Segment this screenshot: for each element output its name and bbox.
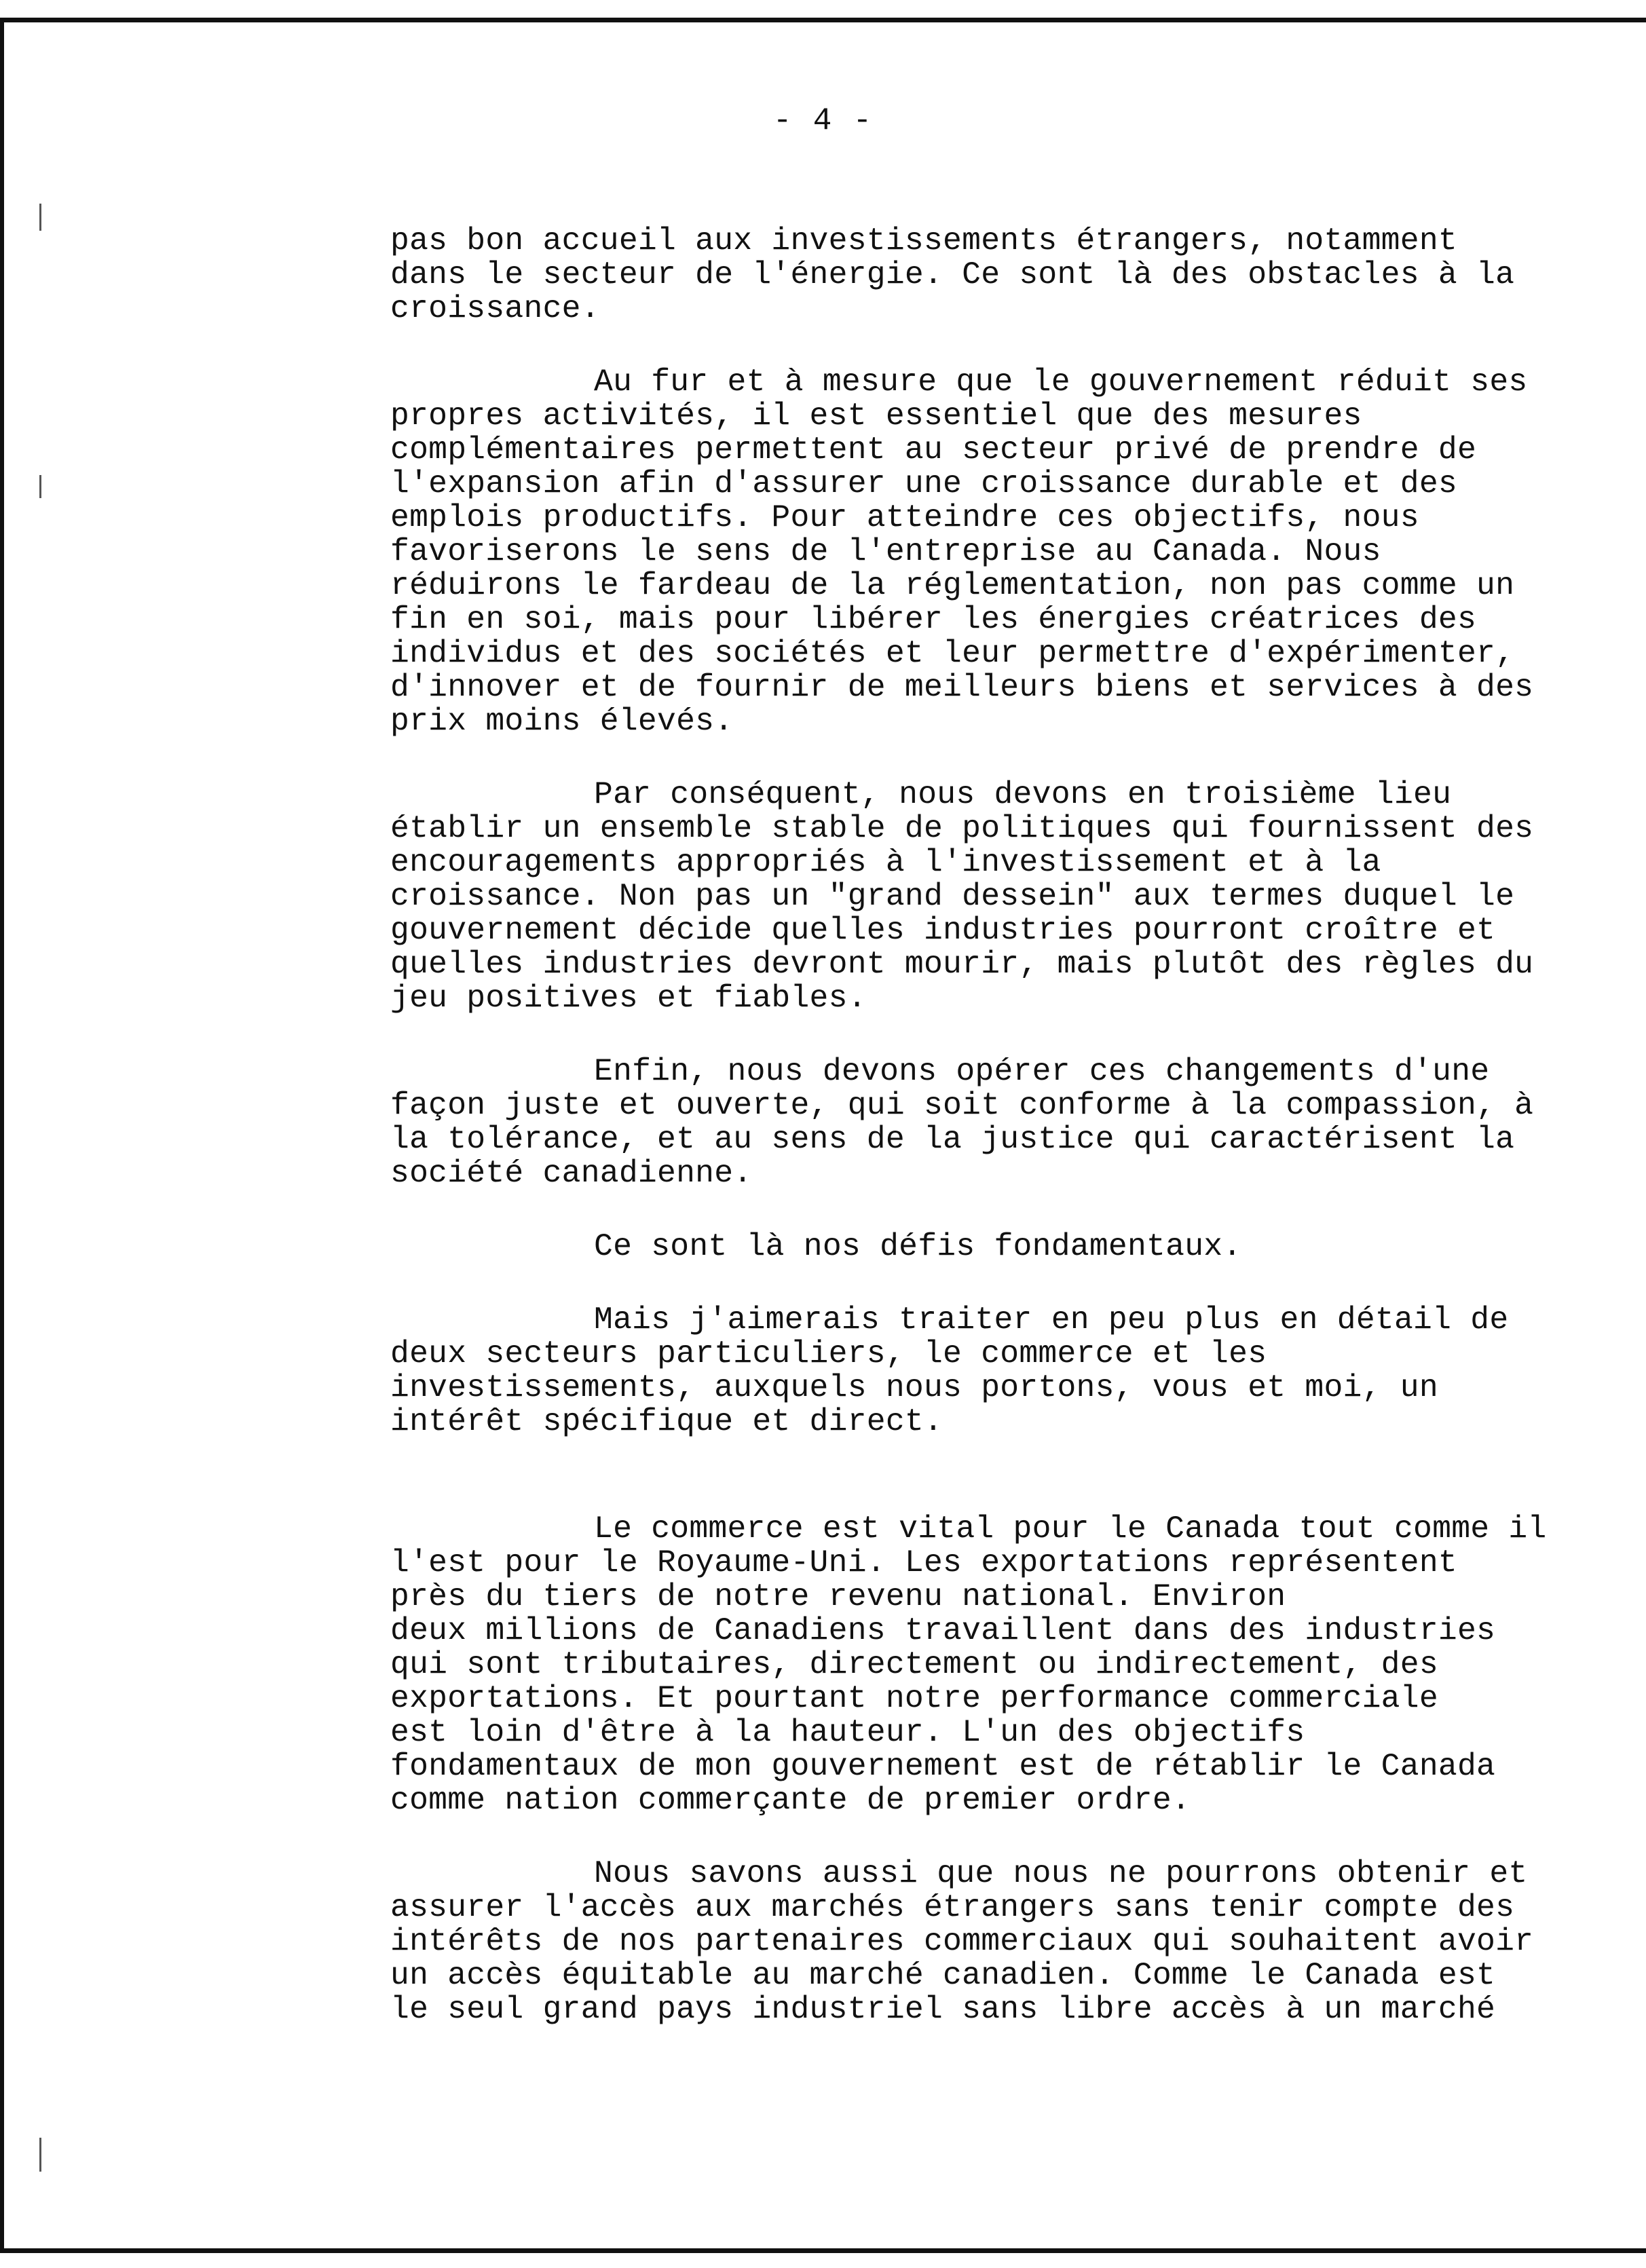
paragraph-trade-investment-intro: Mais j'aimerais traiter en peu plus en détail de deux secteurs particuliers, le commerce et les investissements, auxquels nous portons, vous et moi, un intérêt spécifique et direct.	[390, 1302, 1509, 1439]
paragraph-continuation: pas bon accueil aux investissements étrangers, notamment dans le secteur de l'énergie. Ce sont là des obstacles à la croissance.	[390, 223, 1515, 326]
paragraph-fairness: Enfin, nous devons opérer ces changements d'une façon juste et ouverte, qui soit conforme à la compassion, à la tolérance, et au sens de la justice qui caractérisent la société canadienne.	[390, 1053, 1534, 1191]
page-border-top	[0, 18, 1646, 22]
margin-mark	[39, 204, 41, 231]
page-border-left	[0, 18, 4, 2250]
paragraph-trade-vital: Le commerce est vital pour le Canada tout comme il l'est pour le Royaume-Uni. Les exportations représentent près du tiers de notre revenu national. Environ deux millions de Canadiens travaillent dans des industries qui sont tributaires, directement ou indirectement, des exportations. Et pourtant notre performance commerciale est loin d'être à la hauteur. L'un des objectifs fondamentaux de mon gouvernement est de rétablir le Canada comme nation commerçante de premier ordre.	[390, 1511, 1547, 1818]
paragraph-fundamental-challenges: Ce sont là nos défis fondamentaux.	[594, 1228, 1242, 1264]
page-number: - 4 -	[772, 103, 874, 138]
paragraph-policy-framework: Par conséquent, nous devons en troisième lieu établir un ensemble stable de politiques qui fournissent des encouragements appropriés à l'investissement et à la croissance. Non pas un "grand dessein" aux termes duquel le gouvernement décide quelles industries pourront croître et quelles industries devront mourir, mais plutôt des règles du jeu positives et fiables.	[390, 776, 1534, 1016]
margin-mark	[39, 2138, 41, 2172]
paragraph-government-activities: Au fur et à mesure que le gouvernement réduit ses propres activités, il est essentiel que des mesures complémentaires permettent au secteur privé de prendre de l'expansion afin d'assurer une croissance durable et des emplois productifs. Pour atteindre ces objectifs, nous favoriserons le sens de l'entreprise au Canada. Nous réduirons le fardeau de la réglementation, non pas comme un fin en soi, mais pour libérer les énergies créatrices des individus et des sociétés et leur permettre d'expérimenter, d'innover et de fournir de meilleurs biens et services à des prix moins élevés.	[390, 364, 1534, 739]
document-body	[390, 224, 1619, 2066]
page-border-bottom	[0, 2248, 1646, 2253]
margin-mark	[39, 475, 41, 498]
paragraph-market-access: Nous savons aussi que nous ne pourrons obtenir et assurer l'accès aux marchés étrangers sans tenir compte des intérêts de nos partenaires commerciaux qui souhaitent avoir un accès équitable au marché canadien. Comme le Canada est le seul grand pays industriel sans libre accès à un marché	[390, 1855, 1534, 2027]
